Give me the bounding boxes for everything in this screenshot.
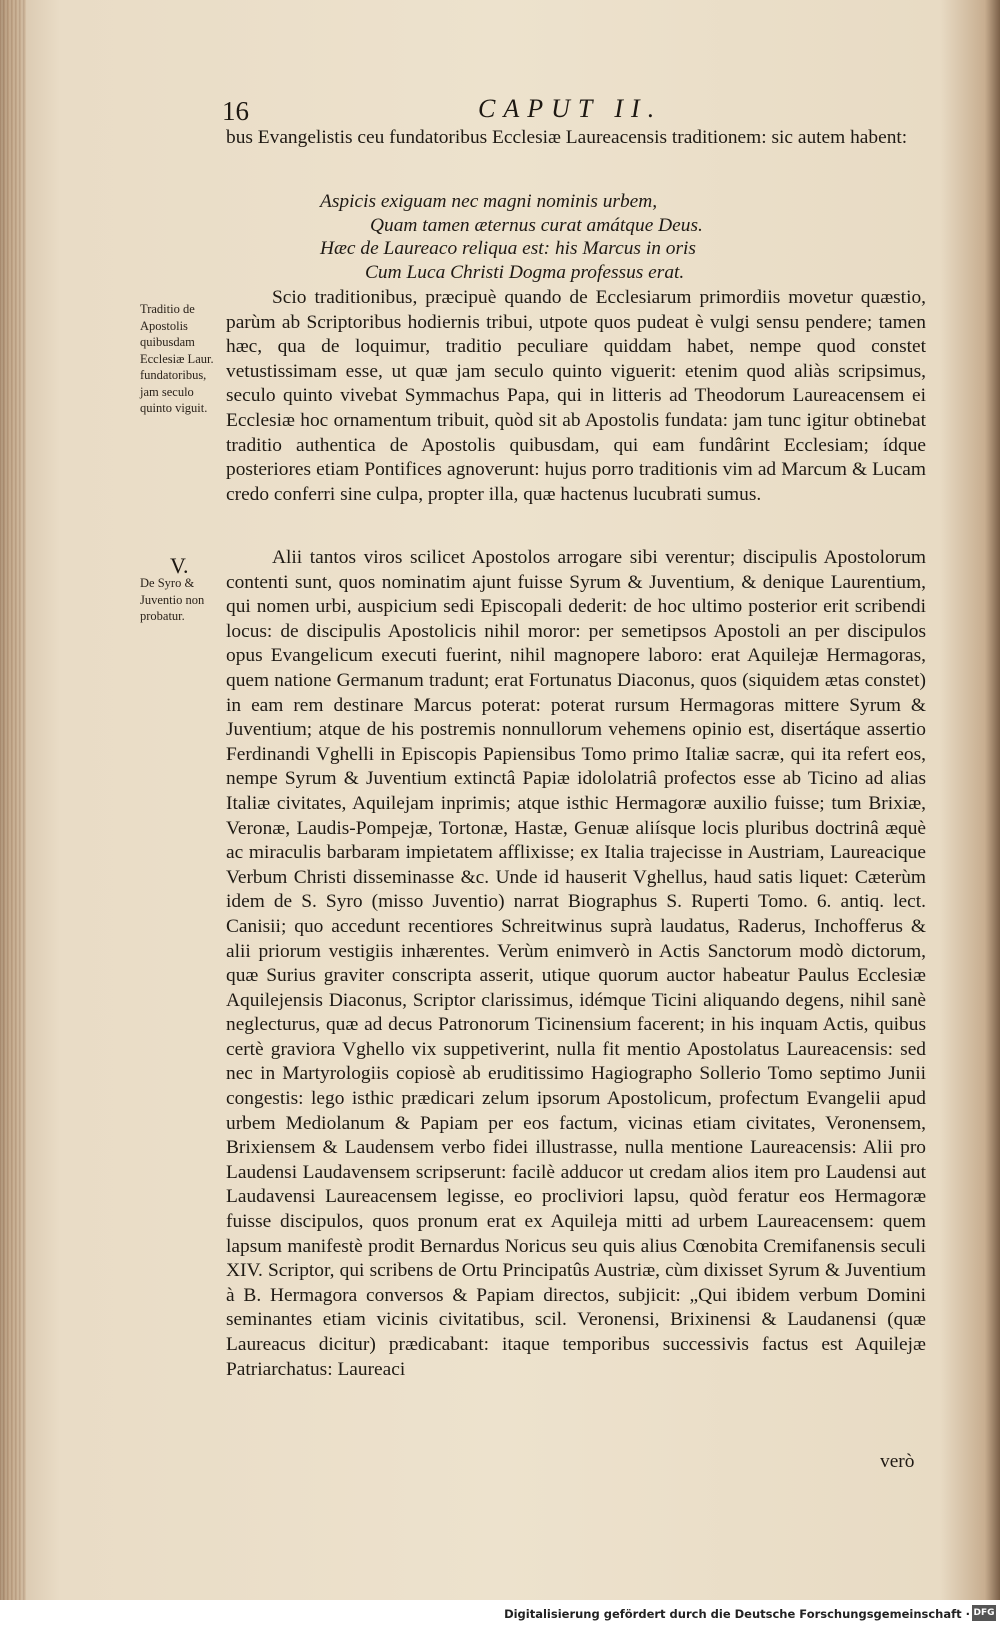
para-intro: bus Evangelistis ceu fundatoribus Ecclesiæ Laureacensis traditionem: sic autem habent:: [226, 127, 908, 148]
verse-line: Aspicis exiguam nec magni nominis urbem,: [320, 191, 658, 212]
catchword: verò: [880, 1451, 915, 1472]
margin-note-traditio: Traditio de Apostolis quibusdam Ecclesiæ Laur. fundatoribus, jam seculo quinto viguit.: [140, 302, 214, 415]
footer-credit: Digitalisierung gefördert durch die Deutsche Forschungsgemeinschaft ·: [504, 1607, 970, 1621]
para-scio: Scio traditionibus, præcipuè quando de Ecclesiarum primordiis movetur quæstio, parùm ab Scriptoribus hodiernis tribui, utpote quos pudeat è vulgi sensu pendere; tamen hæc, qua de loquimur, traditio peculiare quiddam habet, nempe quod constet vetustissimam esse, ut quæ jam seculo quinto viguerit: etenim quod aliàs scripsimus, seculo quinto vivebat Symmachus Papa, qui in litteris ad Theodorum Laureacensem ei Ecclesiæ hoc ornamentum tribuit, quòd sit ab Apostolis fundata: jam tunc igitur obtinebat traditio authentica de Apostolis quibusdam, qui eam fundârint Ecclesiam; ídque posteriores etiam Pontifices agnoverunt: hujus porro traditionis vim ad Marcum & Lucam credo conferri sine culpa, propter illa, quæ hactenus lucubrati sumus.: [226, 287, 926, 505]
verse-line: Hæc de Laureaco reliqua est: his Marcus in oris: [320, 238, 696, 259]
dfg-logo: DFG: [972, 1605, 996, 1621]
verse-line: Quam tamen æternus curat amátque Deus.: [370, 214, 703, 236]
verse-block: [320, 190, 840, 284]
para-alii: Alii tantos viros scilicet Apostolos arrogare sibi verentur; discipulis Apostolorum contenti sunt, quos nominatim ajunt fuisse Syrum & Juventium, & denique Laurentium, qui nomen urbi, auspicium sedi Episcopali dederit: de hoc ultimo posterior erit scribendi locus: de discipulis Apostolicis nihil moror: per semetipsos Apostoli an per discipulos opus Evangelicum executi fuerint, nihil magnopere laboro: erat Aquilejæ Hermagoras, quem natione Germanum tradunt; erat Fortunatus Diaconus, quos (siquidem ætas constet) in eam rem destinare Marcus poterat: poterat rursum Hermagoras mittere Syrum & Juventium; atque de his postremis nonnullorum vehemens opinio est, disertáque assertio Ferdinandi Vghelli in Episcopis Papiensibus Tomo primo Italiæ sacræ, qui ita refert eos, nempe Syrum & Juventium extinctâ Papiæ idololatriâ profectos esse ab Ticino ad alias Italiæ civitates, Aquilejam inprimis; atque isthic Hermagoræ auxilio fuisse; tum Brixiæ, Veronæ, Laudis-Pompejæ, Tortonæ, Hastæ, Genuæ aliísque locis pluribus doctrinâ æquè ac miraculis barbaram impietatem afflixisse; ex Italia trajecisse in Austriam, Laureacique Verbum Christi disseminasse &c. Unde id hauserit Vghellus, haud satis liquet: Cæterùm idem de S. Syro (misso Juventio) narrat Biographus S. Ruperti Tomo. 6. antiq. lect. Canisii; quo accedunt recentiores Schreitwinus suprà laudatus, Raderus, Inchofferus & alii priorum vestigiis inhærentes. Verùm enimverò in Actis Sanctorum modò dictorum, quæ Surius graviter conscripta asserit, utique quorum auctor habeatur Paulus Ecclesiæ Aquilejensis Diaconus, Scriptor clarissimus, idémque Ticini aliquando degens, nihil sanè neglecturus, quæ ad decus Patronorum Ticinensium facerent; in his inquam Actis, quibus certè graviora Vghello vix suppetiverint, nulla fit mentio Apostolatus Laureacensis: sed nec in Martyrologiis copiosè ab eruditissimo Hagiographo Sollerio Tomo septimo Junii congestis: lego isthic prædicari zelum ipsorum Apostolicum, profectum Evangelii apud urbem Mediolanum & Papiam per eos factum, vicinas etiam civitates, Veronensem, Brixiensem & Laudensem verbo fidei illustrasse, nulla mentione Laureacensis: Alii pro Laudensi Laudavensem scripserunt: facilè adducor ut credam alios item pro Laudensi aut Laudavensi Laureacensem legisse, eo procliviori lapsu, quòd feratur eos Hermagoræ fuisse discipulos, quos pronum erat ex Aquileja mitti ad urbem Laureacensem: quem lapsum manifestè prodit Bernardus Noricus seu quis alius Cœnobita Cremifanensis seculi XIV. Scriptor, qui scribens de Ortu Principatûs Austriæ, cùm dixisset Syrum & Juventium à B. Hermagora conversos & Papiam directos, subjicit: „Qui ibidem verbum Domini seminantes etiam vicinis civitatibus, scil. Veronensi, Brixinensi & Laudanensi (quæ Laureacus dicitur) prædicabant: itaque temporibus successivis factus est Aquilejæ Patriarchatus: Laureaci: [226, 547, 926, 1380]
footer-bar: [0, 1600, 1000, 1629]
page-number: 16: [222, 96, 249, 126]
page-edge: [0, 0, 26, 1600]
verse-line: Cum Luca Christi Dogma professus erat.: [365, 261, 685, 283]
margin-note-syro: De Syro & Juventio non probatur.: [140, 576, 205, 623]
running-title: CAPUT II.: [478, 94, 663, 123]
section-numeral: V.: [170, 553, 189, 578]
